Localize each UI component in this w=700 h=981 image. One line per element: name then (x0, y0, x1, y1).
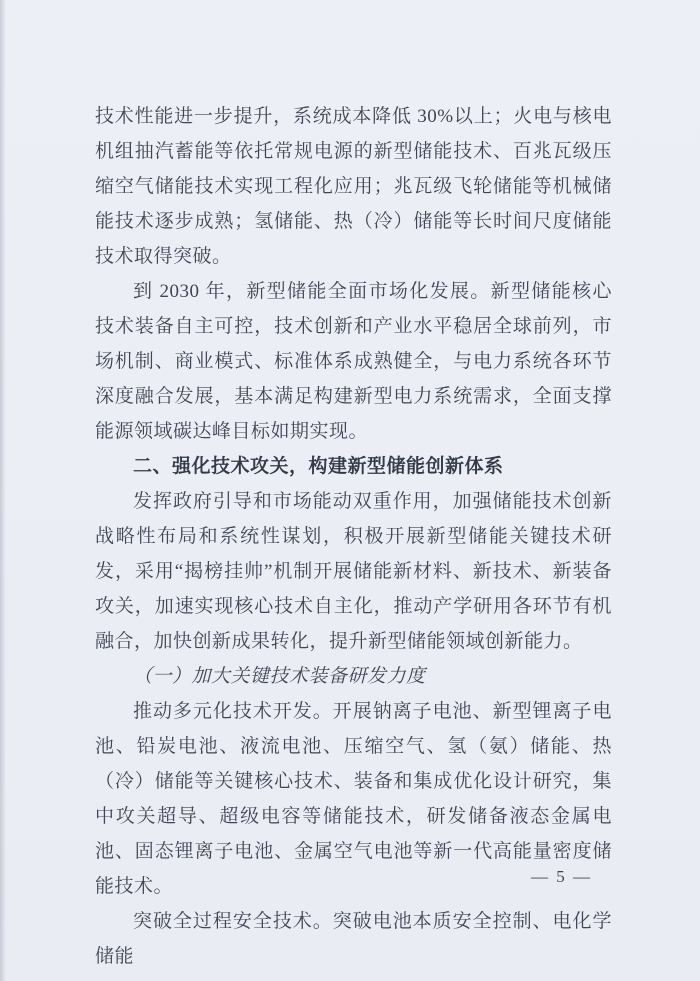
paragraph-goals-2025-continuation: 技术性能进一步提升，系统成本降低 30%以上；火电与核电机组抽汽蓄能等依托常规电源的新型储能技术、百兆瓦级压缩空气储能技术实现工程化应用；兆瓦级飞轮储能等机械储能技术逐步成熟；氢储能、热（冷）储能等长时间尺度储能技术取得突破。 (95, 106, 612, 267)
paragraph-safety-tech-partial: 突破全过程安全技术。突破电池本质安全控制、电化学储能 (95, 911, 612, 967)
page-number: — 5 — (531, 867, 592, 886)
subsection-heading-1: （一）加大关键技术装备研发力度 (133, 666, 426, 687)
paragraph-innovation-system: 发挥政府引导和市场能动双重作用，加强储能技术创新战略性布局和系统性谋划，积极开展新型储能关键技术研发，采用“揭榜挂帅”机制开展储能新材料、新技术、新装备攻关，加速实现核心技术自主化，推动产学研用各环节有机融合，加快创新成果转化，提升新型储能领域创新能力。 (95, 491, 612, 652)
section-heading-2: 二、强化技术攻关，构建新型储能创新体系 (133, 456, 504, 477)
paragraph-diversified-tech: 推动多元化技术开发。开展钠离子电池、新型锂离子电池、铅炭电池、液流电池、压缩空气、氢（氨）储能、热（冷）储能等关键核心技术、装备和集成优化设计研究，集中攻关超导、超级电容等储能技术，研发储备液态金属电池、固态锂离子电池、金属空气电池等新一代高能量密度储能技术。 (95, 701, 612, 897)
document-body (95, 99, 612, 974)
paragraph-goals-2030: 到 2030 年，新型储能全面市场化发展。新型储能核心技术装备自主可控，技术创新和产业水平稳居全球前列，市场机制、商业模式、标准体系成熟健全，与电力系统各环节深度融合发展，基本满足构建新型电力系统需求，全面支撑能源领域碳达峰目标如期实现。 (95, 281, 612, 442)
